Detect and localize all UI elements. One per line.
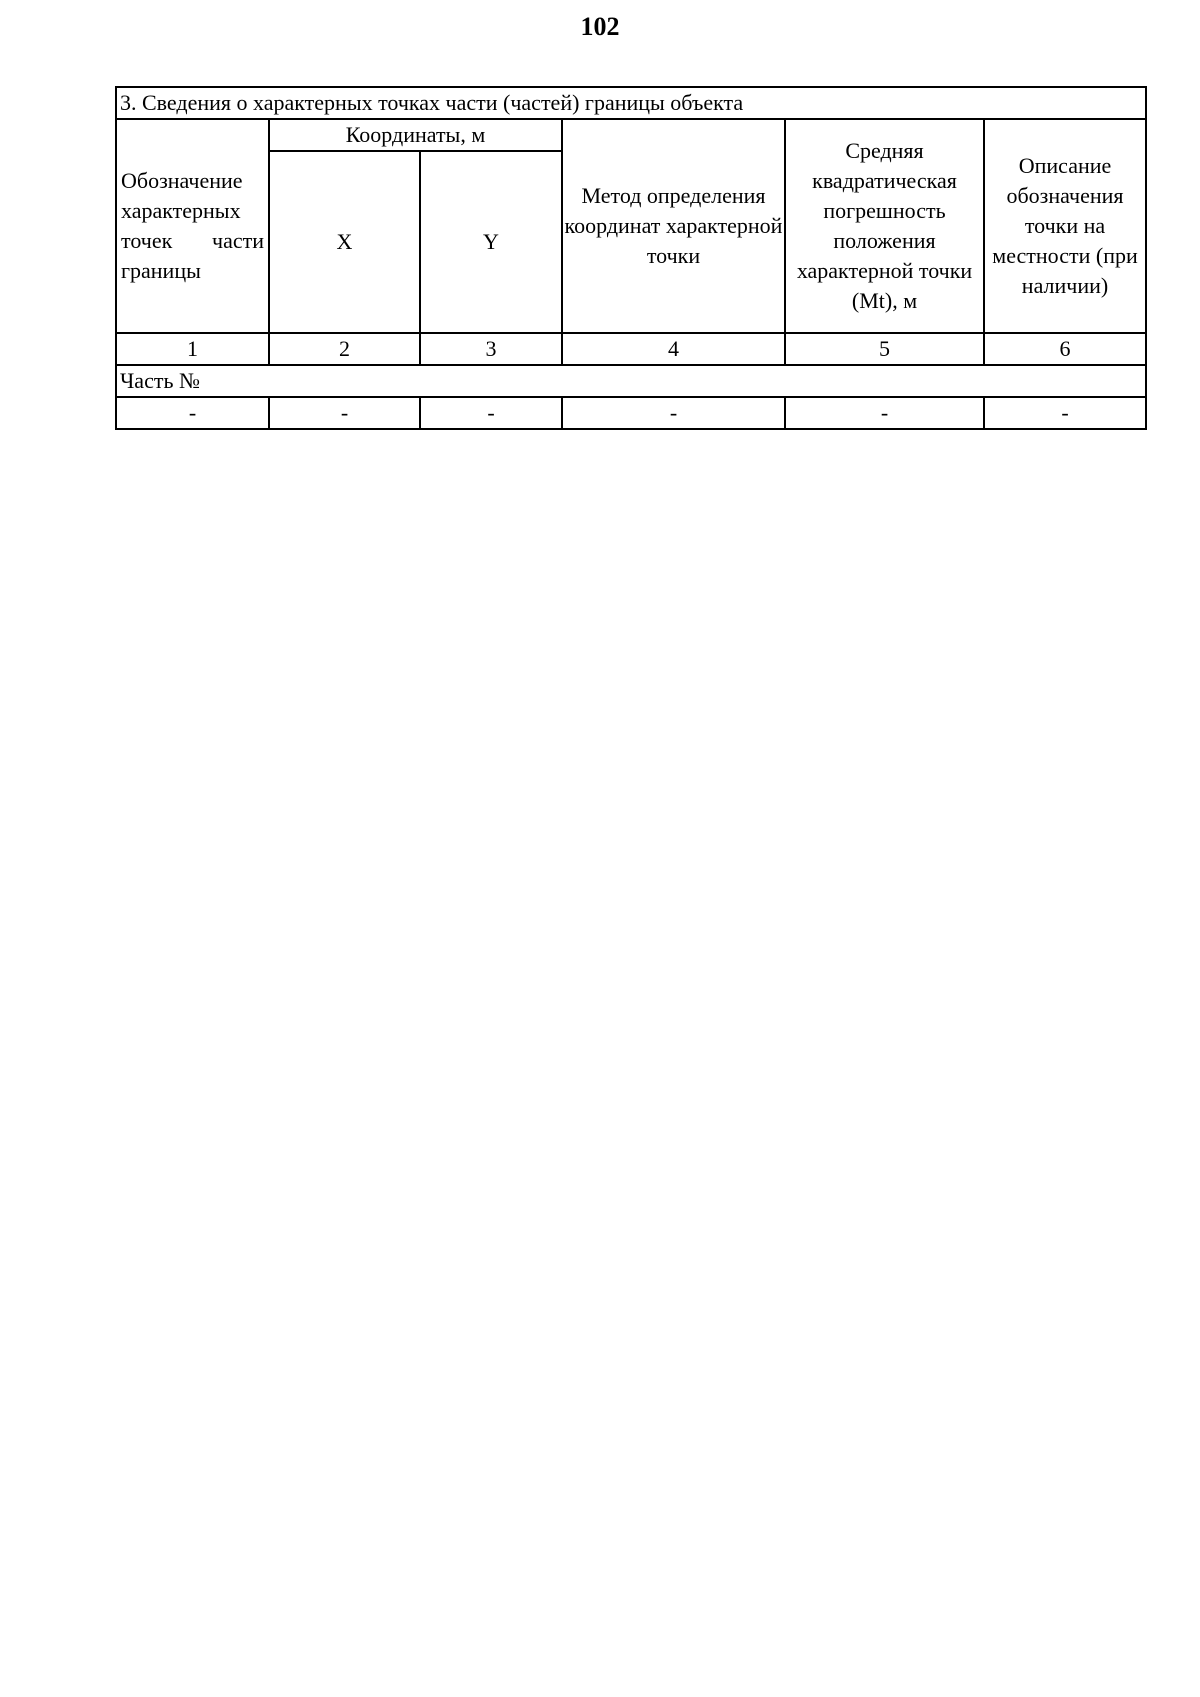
header-y: Y	[420, 151, 562, 333]
header-designation: Обозначение характерных точек части границы	[116, 119, 269, 333]
header-method: Метод определения координат характерной точки	[562, 119, 785, 333]
column-number: 1	[116, 333, 269, 365]
header-description: Описание обозначения точки на местности (при наличии)	[984, 119, 1146, 333]
table-cell: -	[984, 397, 1146, 429]
table-cell: -	[420, 397, 562, 429]
column-number: 2	[269, 333, 420, 365]
characteristic-points-table	[115, 86, 1147, 430]
header-x: X	[269, 151, 420, 333]
column-number-row	[116, 333, 1146, 365]
column-number: 5	[785, 333, 984, 365]
table-cell: -	[116, 397, 269, 429]
page-number: 102	[580, 12, 620, 41]
column-number: 4	[562, 333, 785, 365]
column-number: 6	[984, 333, 1146, 365]
header-error: Средняя квадратическая погрешность положения характерной точки (Mt), м	[785, 119, 984, 333]
header-coordinates: Координаты, м	[269, 119, 562, 151]
column-number: 3	[420, 333, 562, 365]
table-cell: -	[269, 397, 420, 429]
table-row	[116, 397, 1146, 429]
table-cell: -	[562, 397, 785, 429]
part-label: Часть №	[116, 365, 1146, 397]
table-cell: -	[785, 397, 984, 429]
table-title: 3. Сведения о характерных точках части (частей) границы объекта	[116, 87, 1146, 119]
